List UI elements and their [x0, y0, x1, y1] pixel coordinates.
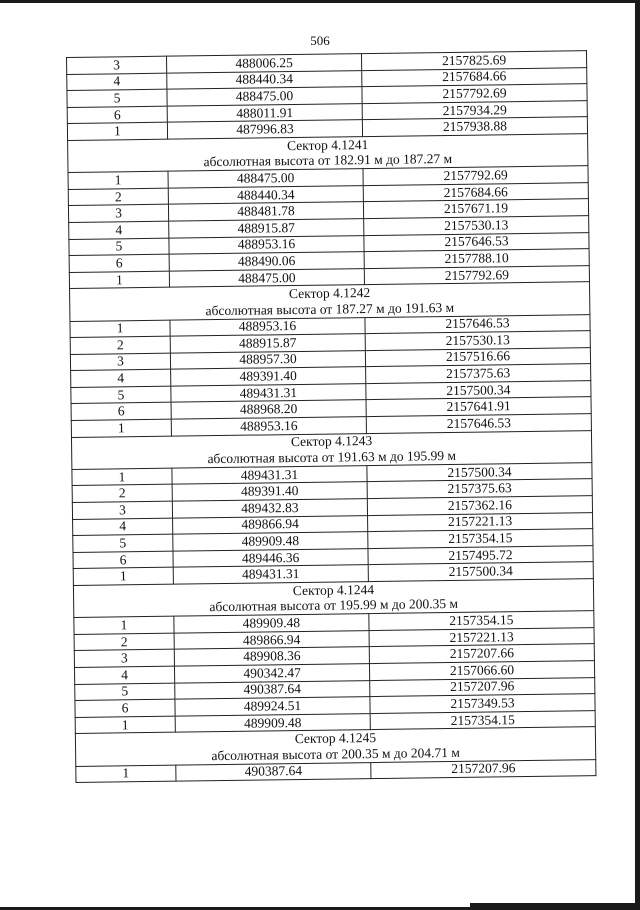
y-coordinate-cell: 2157207.96 [370, 677, 595, 697]
x-coordinate-cell: 488011.91 [167, 103, 362, 122]
y-coordinate-cell: 2157646.53 [365, 314, 590, 334]
point-number-cell: 1 [71, 419, 171, 437]
point-number-cell: 6 [73, 551, 173, 569]
point-number-cell: 4 [67, 73, 167, 91]
coordinates-table-body [67, 51, 596, 783]
x-coordinate-cell: 488440.34 [167, 70, 362, 89]
sector-altitude-range: абсолютная высота от 191.63 м до 195.99 м [72, 446, 592, 469]
point-number-cell: 5 [67, 89, 167, 107]
sector-altitude-range: абсолютная высота от 200.35 м до 204.71 м [76, 743, 596, 766]
point-number-cell: 3 [68, 205, 168, 223]
y-coordinate-cell: 2157375.63 [367, 479, 592, 499]
x-coordinate-cell: 489909.48 [175, 713, 370, 732]
scan-border-top [0, 0, 640, 3]
y-coordinate-cell: 2157500.34 [368, 562, 593, 582]
x-coordinate-cell: 488490.06 [169, 252, 364, 271]
coordinates-table [66, 50, 596, 783]
y-coordinate-cell: 2157221.13 [368, 512, 593, 532]
x-coordinate-cell: 489866.94 [173, 515, 368, 534]
point-number-cell: 1 [68, 171, 168, 189]
y-coordinate-cell: 2157375.63 [366, 364, 591, 384]
scan-border-right [635, 0, 640, 910]
y-coordinate-cell: 2157354.15 [369, 611, 594, 631]
y-coordinate-cell: 2157792.69 [363, 166, 588, 186]
y-coordinate-cell: 2157792.69 [364, 265, 589, 285]
x-coordinate-cell: 489446.36 [173, 548, 368, 567]
x-coordinate-cell: 488953.16 [171, 417, 366, 436]
point-number-cell: 4 [74, 666, 174, 684]
y-coordinate-cell: 2157641.91 [366, 397, 591, 417]
x-coordinate-cell: 488953.16 [170, 317, 365, 336]
x-coordinate-cell: 488481.78 [168, 202, 363, 221]
x-coordinate-cell: 489391.40 [171, 367, 366, 386]
y-coordinate-cell: 2157207.96 [371, 759, 596, 779]
y-coordinate-cell: 2157495.72 [368, 545, 593, 565]
x-coordinate-cell: 489909.48 [173, 532, 368, 551]
y-coordinate-cell: 2157354.15 [368, 529, 593, 549]
point-number-cell: 5 [75, 683, 175, 701]
y-coordinate-cell: 2157500.34 [366, 381, 591, 401]
y-coordinate-cell: 2157516.66 [365, 347, 590, 367]
point-number-cell: 2 [74, 633, 174, 651]
point-number-cell: 1 [72, 468, 172, 486]
point-number-cell: 5 [69, 238, 169, 256]
point-number-cell: 6 [67, 106, 167, 124]
x-coordinate-cell: 488957.30 [170, 350, 365, 369]
x-coordinate-cell: 490387.64 [176, 762, 371, 781]
sector-title: Сектор 4.1241 [68, 134, 588, 157]
x-coordinate-cell: 489431.31 [172, 465, 367, 484]
sector-title: Сектор 4.1243 [71, 430, 591, 453]
x-coordinate-cell: 489924.51 [175, 697, 370, 716]
y-coordinate-cell: 2157646.53 [364, 232, 589, 252]
y-coordinate-cell: 2157788.10 [364, 249, 589, 269]
x-coordinate-cell: 489909.48 [174, 614, 369, 633]
x-coordinate-cell: 488915.87 [170, 334, 365, 353]
y-coordinate-cell: 2157684.66 [363, 182, 588, 202]
y-coordinate-cell: 2157349.53 [370, 694, 595, 714]
y-coordinate-cell: 2157066.60 [369, 661, 594, 681]
x-coordinate-cell: 489391.40 [172, 482, 367, 501]
point-number-cell: 1 [70, 320, 170, 338]
point-number-cell: 3 [72, 501, 172, 519]
y-coordinate-cell: 2157671.19 [363, 199, 588, 219]
sector-altitude-range: абсолютная высота от 182.91 м до 187.27 м [68, 150, 588, 173]
x-coordinate-cell: 488953.16 [169, 235, 364, 254]
y-coordinate-cell: 2157938.88 [362, 117, 587, 137]
point-number-cell: 5 [73, 534, 173, 552]
point-number-cell: 2 [72, 485, 172, 503]
point-number-cell: 6 [71, 403, 171, 421]
y-coordinate-cell: 2157500.34 [367, 462, 592, 482]
point-number-cell: 4 [71, 369, 171, 387]
x-coordinate-cell: 488475.00 [169, 268, 364, 287]
x-coordinate-cell: 488475.00 [168, 169, 363, 188]
x-coordinate-cell: 489432.83 [172, 499, 367, 518]
y-coordinate-cell: 2157684.66 [362, 67, 587, 87]
point-number-cell: 3 [67, 56, 167, 74]
point-number-cell: 6 [69, 254, 169, 272]
y-coordinate-cell: 2157792.69 [362, 84, 587, 104]
sector-title: Сектор 4.1242 [70, 282, 590, 305]
point-number-cell: 4 [73, 518, 173, 536]
x-coordinate-cell: 489908.36 [174, 647, 369, 666]
point-number-cell: 2 [68, 188, 168, 206]
coordinates-table-wrapper [66, 50, 595, 783]
x-coordinate-cell: 490387.64 [175, 680, 370, 699]
x-coordinate-cell: 488968.20 [171, 400, 366, 419]
y-coordinate-cell: 2157354.15 [370, 710, 595, 730]
sector-title: Сектор 4.1244 [73, 579, 593, 602]
point-number-cell: 6 [75, 699, 175, 717]
page-number: 506 [310, 33, 330, 48]
point-number-cell: 2 [70, 336, 170, 354]
sector-altitude-range: абсолютная высота от 187.27 м до 191.63 м [70, 298, 590, 321]
x-coordinate-cell: 488915.87 [169, 219, 364, 238]
point-number-cell: 3 [70, 353, 170, 371]
point-number-cell: 1 [75, 716, 175, 734]
y-coordinate-cell: 2157530.13 [365, 331, 590, 351]
x-coordinate-cell: 488006.25 [166, 54, 361, 73]
x-coordinate-cell: 489866.94 [174, 630, 369, 649]
x-coordinate-cell: 490342.47 [174, 664, 369, 683]
point-number-cell: 5 [71, 386, 171, 404]
y-coordinate-cell: 2157207.66 [369, 644, 594, 664]
point-number-cell: 1 [69, 271, 169, 289]
x-coordinate-cell: 489431.31 [171, 383, 366, 402]
point-number-cell: 1 [73, 568, 173, 586]
y-coordinate-cell: 2157221.13 [369, 627, 594, 647]
point-number-cell: 4 [69, 221, 169, 239]
x-coordinate-cell: 488475.00 [167, 87, 362, 106]
scan-border-bottom-tail [470, 903, 640, 907]
point-number-cell: 3 [74, 650, 174, 668]
x-coordinate-cell: 488440.34 [168, 185, 363, 204]
y-coordinate-cell: 2157646.53 [366, 414, 591, 434]
y-coordinate-cell: 2157530.13 [364, 216, 589, 236]
point-number-cell: 1 [76, 765, 176, 783]
point-number-cell: 1 [74, 616, 174, 634]
point-number-cell: 1 [67, 123, 167, 141]
y-coordinate-cell: 2157825.69 [361, 51, 586, 71]
y-coordinate-cell: 2157362.16 [367, 496, 592, 516]
x-coordinate-cell: 487996.83 [167, 120, 362, 139]
y-coordinate-cell: 2157934.29 [362, 100, 587, 120]
x-coordinate-cell: 489431.31 [173, 565, 368, 584]
sector-title: Сектор 4.1245 [75, 727, 595, 750]
sector-altitude-range: абсолютная высота от 195.99 м до 200.35 м [74, 595, 594, 618]
